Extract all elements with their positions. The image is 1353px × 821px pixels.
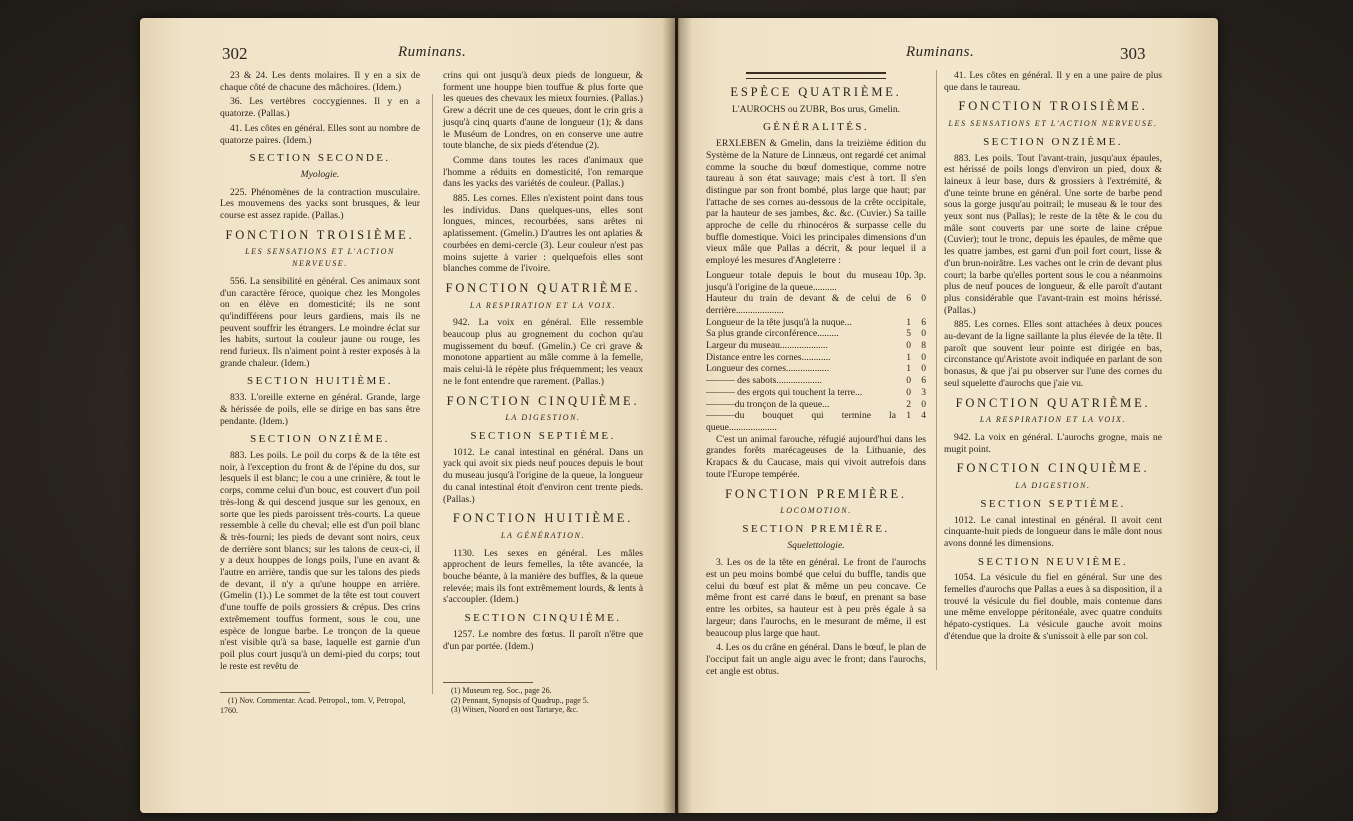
subheading: LOCOMOTION. xyxy=(780,506,852,516)
measure-label: Distance entre les cornes............ xyxy=(706,351,831,363)
left-col-2 xyxy=(443,70,643,655)
function-heading: FONCTION QUATRIÈME. xyxy=(955,395,1151,410)
footnote: (1) Museum reg. Soc., page 26. xyxy=(451,686,552,695)
section-heading: SECTION ONZIÈME. xyxy=(250,433,390,446)
paragraph: 942. La voix en général. L'aurochs grogne, mais ne mugit point. xyxy=(944,431,1162,455)
right-page xyxy=(678,18,1218,813)
measure-value: 0 xyxy=(921,328,926,340)
function-heading: FONCTION TROISIÈME. xyxy=(225,227,415,242)
running-header: Ruminans. xyxy=(906,44,975,60)
measure-row xyxy=(706,293,926,316)
function-heading: FONCTION QUATRIÈME. xyxy=(445,280,641,295)
measure-row xyxy=(706,270,926,293)
right-col-1 xyxy=(706,70,926,680)
page-number: 303 xyxy=(1120,44,1146,63)
measure-label: Longueur totale depuis le bout du museau jusqu'à l'origine de la queue.......... xyxy=(706,269,892,293)
footnote-rule xyxy=(443,682,533,683)
measure-value: 1 xyxy=(906,351,911,363)
left-col-1 xyxy=(220,70,420,675)
function-heading: FONCTION CINQUIÈME. xyxy=(956,461,1150,476)
measure-label: ——— des sabots................... xyxy=(706,375,822,387)
section-heading: SECTION SECONDE. xyxy=(249,152,391,165)
right-col-2 xyxy=(944,70,1162,646)
ornament-rule xyxy=(746,72,886,79)
section-heading: SECTION PREMIÈRE. xyxy=(742,522,890,535)
paragraph: Comme dans toutes les races d'animaux que l'homme a réduits en domesticité, l'on remarque dans les yacks des variétés de couleur. (Pallas.) xyxy=(443,154,643,190)
paragraph: 1257. Le nombre des fœtus. Il paroît n'être que d'un par portée. (Idem.) xyxy=(443,628,643,652)
measure-value: 0 xyxy=(906,386,911,398)
measure-row xyxy=(706,352,926,364)
measure-value: 0 xyxy=(921,293,926,305)
measure-value: 0 xyxy=(906,375,911,387)
measure-value: 1 xyxy=(906,316,911,328)
footnote: (1) Nov. Commentar. Acad. Petropol., tom. V, Petropol, 1760. xyxy=(220,696,406,715)
footnote: (2) Pennant, Synopsis of Quadrup., page 5. xyxy=(451,695,589,705)
paragraph: 225. Phénomènes de la contraction musculaire. Les mouvemens des yacks sont brusques, & leur course est assez rapide. (Pallas.) xyxy=(220,186,420,222)
section-heading: SECTION SEPTIÈME. xyxy=(470,429,616,442)
measure-row xyxy=(706,340,926,352)
measure-value: 1 xyxy=(906,363,911,375)
subheading: LA DIGESTION. xyxy=(1015,481,1091,491)
footnote-rule xyxy=(220,692,310,693)
function-heading: FONCTION PREMIÈRE. xyxy=(725,486,907,501)
measure-row xyxy=(706,399,926,411)
paragraph: 41. Les côtes en général. Elles sont au nombre de quatorze paires. (Idem.) xyxy=(220,122,420,146)
measure-value: 0 xyxy=(906,340,911,352)
footnotes xyxy=(443,680,643,715)
measure-value: 3 xyxy=(921,386,926,398)
measure-row xyxy=(706,363,926,375)
paragraph: C'est un animal farouche, réfugié aujourd'hui dans les grandes forêts marécageuses de la Lithuanie, des Krapacs & du Caucase, mais qui vivoit autrefois dans toute l'Europe tempérée. xyxy=(706,433,926,480)
measure-label: Largeur du museau.................... xyxy=(706,340,828,352)
measure-label: ——— des ergots qui touchent la terre... xyxy=(706,386,863,398)
measure-value: 8 xyxy=(921,340,926,352)
section-heading: SECTION SEPTIÈME. xyxy=(980,497,1126,510)
function-heading: FONCTION TROISIÈME. xyxy=(958,99,1148,114)
section-heading: GÉNÉRALITÉS. xyxy=(762,121,870,134)
paragraph: 1012. Le canal intestinal en général. Il avoit cent cinquante-huit pieds de longueur dans le mâle dont nous avons donné les dimensions. xyxy=(944,514,1162,549)
measure-value: 0 xyxy=(921,398,926,410)
subheading: Myologie. xyxy=(300,168,340,180)
measure-label: ———du bouquet qui termine la queue.................... xyxy=(706,410,896,433)
subheading: LA RESPIRATION ET LA VOIX. xyxy=(979,415,1127,425)
subheading: LA DIGESTION. xyxy=(505,413,581,423)
measure-label: ———du tronçon de la queue... xyxy=(706,398,830,410)
function-heading: FONCTION CINQUIÈME. xyxy=(446,393,640,408)
measure-value: 0 xyxy=(921,351,926,363)
measure-label: Sa plus grande circonférence......... xyxy=(706,328,839,340)
measure-row xyxy=(706,387,926,399)
measure-value: 5 xyxy=(906,328,911,340)
measure-value: 2 xyxy=(906,398,911,410)
paragraph: 885. Les cornes. Elles n'existent point dans tous les individus. Dans quelques-uns, elles sont longues, minces, recourbées, sans arêtes ni aplatissement. (Gmelin.) D'autres les ont aplaties & courbées en demi-cercle (3). Leur couleur n'est pas moins sujette à varier : quelquefois elles sont blanches comme de l'ivoire. xyxy=(443,193,643,275)
measure-row xyxy=(706,317,926,329)
page-number: 302 xyxy=(222,44,248,63)
paragraph: 23 & 24. Les dents molaires. Il y en a six de chaque côté de chacune des mâchoires. (Idem.) xyxy=(220,70,420,93)
paragraph: 833. L'oreille externe en général. Grande, large & hérissée de poils, elle se dirige en bas sans être pendante. (Idem.) xyxy=(220,392,420,427)
paragraph: 41. Les côtes en général. Il y en a une paire de plus que dans le taureau. xyxy=(944,70,1162,93)
section-heading: SECTION HUITIÈME. xyxy=(247,375,393,388)
measure-row xyxy=(706,375,926,387)
species-name: L'AUROCHS ou ZUBR, Bos urus, Gmelin. xyxy=(731,103,901,115)
measure-value: 0 xyxy=(921,363,926,375)
paragraph: 556. La sensibilité en général. Ces animaux sont d'un caractère féroce, quoique chez les Mongoles on en élève en domesticité; ils ne sont qu'indifférens pour leurs gardiens, mais ils ne peuvent souffrir les étrangers. Le moindre éclat sur les habits, surtout la couleur jaune ou rouge, les rend furieux. Ils n'aiment point à rester exposés à la grande chaleur. (Idem.) xyxy=(220,275,420,369)
subheading: LES SENSATIONS ET L'ACTION NERVEUSE. xyxy=(245,247,395,269)
running-header: Ruminans. xyxy=(398,44,467,60)
left-page xyxy=(140,18,675,813)
paragraph: crins qui ont jusqu'à deux pieds de longueur, & forment une houppe bien touffue & plus forte que les queues des chevaux les mieux fournies. (Pallas.) Grew a décrit une de ces queues, dont le crin gris a jusqu'à cinq quarts d'aune de longueur (1); & dans le Muséum de Londres, on en conserve une autre toute blanche, de six pieds d'étendue (2). xyxy=(443,70,643,152)
measure-table xyxy=(706,293,926,433)
function-heading: FONCTION HUITIÈME. xyxy=(452,511,634,526)
section-heading: SECTION ONZIÈME. xyxy=(983,135,1123,148)
measure-value: 6 xyxy=(906,293,911,305)
species-title: ESPÈCE QUATRIÈME. xyxy=(730,85,902,99)
paragraph: 36. Les vertèbres coccygiennes. Il y en a quatorze. (Pallas.) xyxy=(220,96,420,120)
measure-label: Hauteur du train de devant & de celui de derrière.................... xyxy=(706,293,896,316)
measure-row xyxy=(706,410,926,433)
footnotes xyxy=(220,690,420,715)
column-rule xyxy=(432,94,433,694)
measure-label: Longueur de la tête jusqu'à la nuque... xyxy=(706,316,852,328)
footnote: (3) Witsen, Noord en oost Tartarye, &c. xyxy=(451,705,579,714)
measure-value: 6 xyxy=(921,316,926,328)
paragraph: 885. Les cornes. Elles sont attachées à deux pouces au-devant de la ligne saillante la plus élevée de la tête. Il paroît que souvent leur pointe est dirigée en bas, circonstance qu'Aristote avoit indiquée en parlant de son bonasus, & que j'ai pu observer sur l'une des cornes du seul squelette d'aurochs que j'aie vu. xyxy=(944,319,1162,389)
section-heading: SECTION CINQUIÈME. xyxy=(464,612,622,625)
subheading: LA GÉNÉRATION. xyxy=(500,530,586,540)
section-heading: SECTION NEUVIÈME. xyxy=(977,555,1129,568)
paragraph: ERXLEBEN & Gmelin, dans la treizième édition du Système de la Nature de Linnæus, ont regardé cet animal comme la souche du bœuf domestique, comme notre taureau à son état sauvage; mais c'est à tort. Il s'en distingue par son front bombé, plus large que haut; par l'attache de ses cornes au-dessous de la crête occipitale, par la hauteur de ses jambes, &c. &c. (Cuvier.) Sa taille approche de celle du rhinocéros & surpasse celle du buffle domestique. Voici les principales dimensions d'un vieux mâle que Pallas a décrit, & pour lequel il a employé les mesures d'Angleterre : xyxy=(706,138,926,267)
paragraph: 3. Les os de la tête en général. Le front de l'aurochs est un peu moins bombé que celui du buffle, tandis que celui du bœuf est plat & même un peu concave. Ce même front est carré dans le bœuf, en prenant sa base entre les orbites, sa hauteur est à peu près égale à sa largeur; dans l'aurochs, en le mesurant de même, il est beaucoup plus large que haut. xyxy=(706,557,926,639)
paragraph: 4. Les os du crâne en général. Dans le bœuf, le plan de l'occiput fait un angle aigu avec le front; dans l'aurochs, cet angle est obtus. xyxy=(706,642,926,677)
paragraph: 942. La voix en général. Elle ressemble beaucoup plus au grognement du cochon qu'au mugissement du bœuf. (Gmelin.) Ce cri grave & monotone appartient au mâle comme à la femelle, mais celui-là le répète plus fréquemment; les veaux ne le font entendre que rarement. (Pallas.) xyxy=(443,317,643,387)
paragraph: 1130. Les sexes en général. Les mâles approchent de leurs femelles, la tête avancée, la bouche béante, à la manière des buffles, & la queue relevée; mais ils font extrêmement lourds, & lents à s'accoupler. (Idem.) xyxy=(443,547,643,606)
column-rule xyxy=(936,70,937,670)
measure-label: Longueur des cornes.................. xyxy=(706,363,830,375)
paragraph: 1054. La vésicule du fiel en général. Sur une des femelles d'aurochs que Pallas a eues à sa disposition, il a trouvé la vésicule du fiel double, mais contenue dans une même enveloppe péritonéale, avec quatre conduits hépato-cystiques. La vésicule gauche avoit moins d'étendue que la droite & s'unissoit à elle par son col. xyxy=(944,572,1162,642)
measure-value: 10p. 3p. xyxy=(894,269,926,281)
subheading: LA RESPIRATION ET LA VOIX. xyxy=(469,300,617,310)
measure-value: 1 xyxy=(906,410,911,422)
measure-value: 6 xyxy=(921,375,926,387)
paragraph: 883. Les poils. Le poil du corps & de la tête est noir, à l'exception du front & de l'épine du dos, sur lesquels il est blanc; le cou a une crinière, & tout le corps, comme celui d'un bouc, est couvert d'un poil très-long & qui descend jusque sur les genoux, en sorte que les pieds paroissent très-courts. La queue ressemble à celle du cheval; elle est d'un poil blanc & très-fourni; les pieds de devant sont noirs, ceux de derrière sont blancs; sur les talons de ceux-ci, il y a deux houppes de longs poils, l'une en avant & l'autre en arrière, tandis que sur les talons des pieds de devant, il n'y a qu'une houppe en arrière. (Gmelin (1).) Le sommet de la tête est tout couvert d'une touffe de poils grossiers & crépus. Des crins extrêmement touffus forment, sous le cou, une espèce de longue barbe. Le tronçon de la queue n'est visible qu'à sa base, laquelle est garnie d'un poil plus court jusqu'à un demi-pied du corps; tout le reste est revêtu de xyxy=(220,449,420,672)
subheading: LES SENSATIONS ET L'ACTION NERVEUSE. xyxy=(948,119,1158,129)
subheading: Squelettologie. xyxy=(787,539,845,551)
measure-row xyxy=(706,328,926,340)
paragraph: 1012. Le canal intestinal en général. Dans un yack qui avoit six pieds neuf pouces depuis le bout du museau jusqu'à l'origine de la queue, la longueur du canal intestinal étoit d'environ cent trente pieds. (Pallas.) xyxy=(443,446,643,505)
paragraph: 883. Les poils. Tout l'avant-train, jusqu'aux épaules, est hérissé de poils longs d'environ un pied, doux & laineux à leur base, durs & grossiers à l'extrémité, & d'une teinte brune en général. Une sorte de barbe pend sous la gorge jusqu'au poitrail; le museau & le tour des yeux sont nus (Pallas); le reste de la tête & le cou du mâle sont couverts par une sorte de laine crépue (Cuvier); tout le tronc, depuis les épaules, de même que les quatre jambes, est garni d'un poil fort court, lisse & d'un brun-noirâtre. Les vaches ont le crin de devant plus court; la barbe qu'elles portent sous le cou a néanmoins plus de neuf pouces de longueur, & elle paroît d'autant plus considérable que l'avant-train est moins hérissé. (Pallas.) xyxy=(944,152,1162,316)
measure-value: 4 xyxy=(921,410,926,422)
